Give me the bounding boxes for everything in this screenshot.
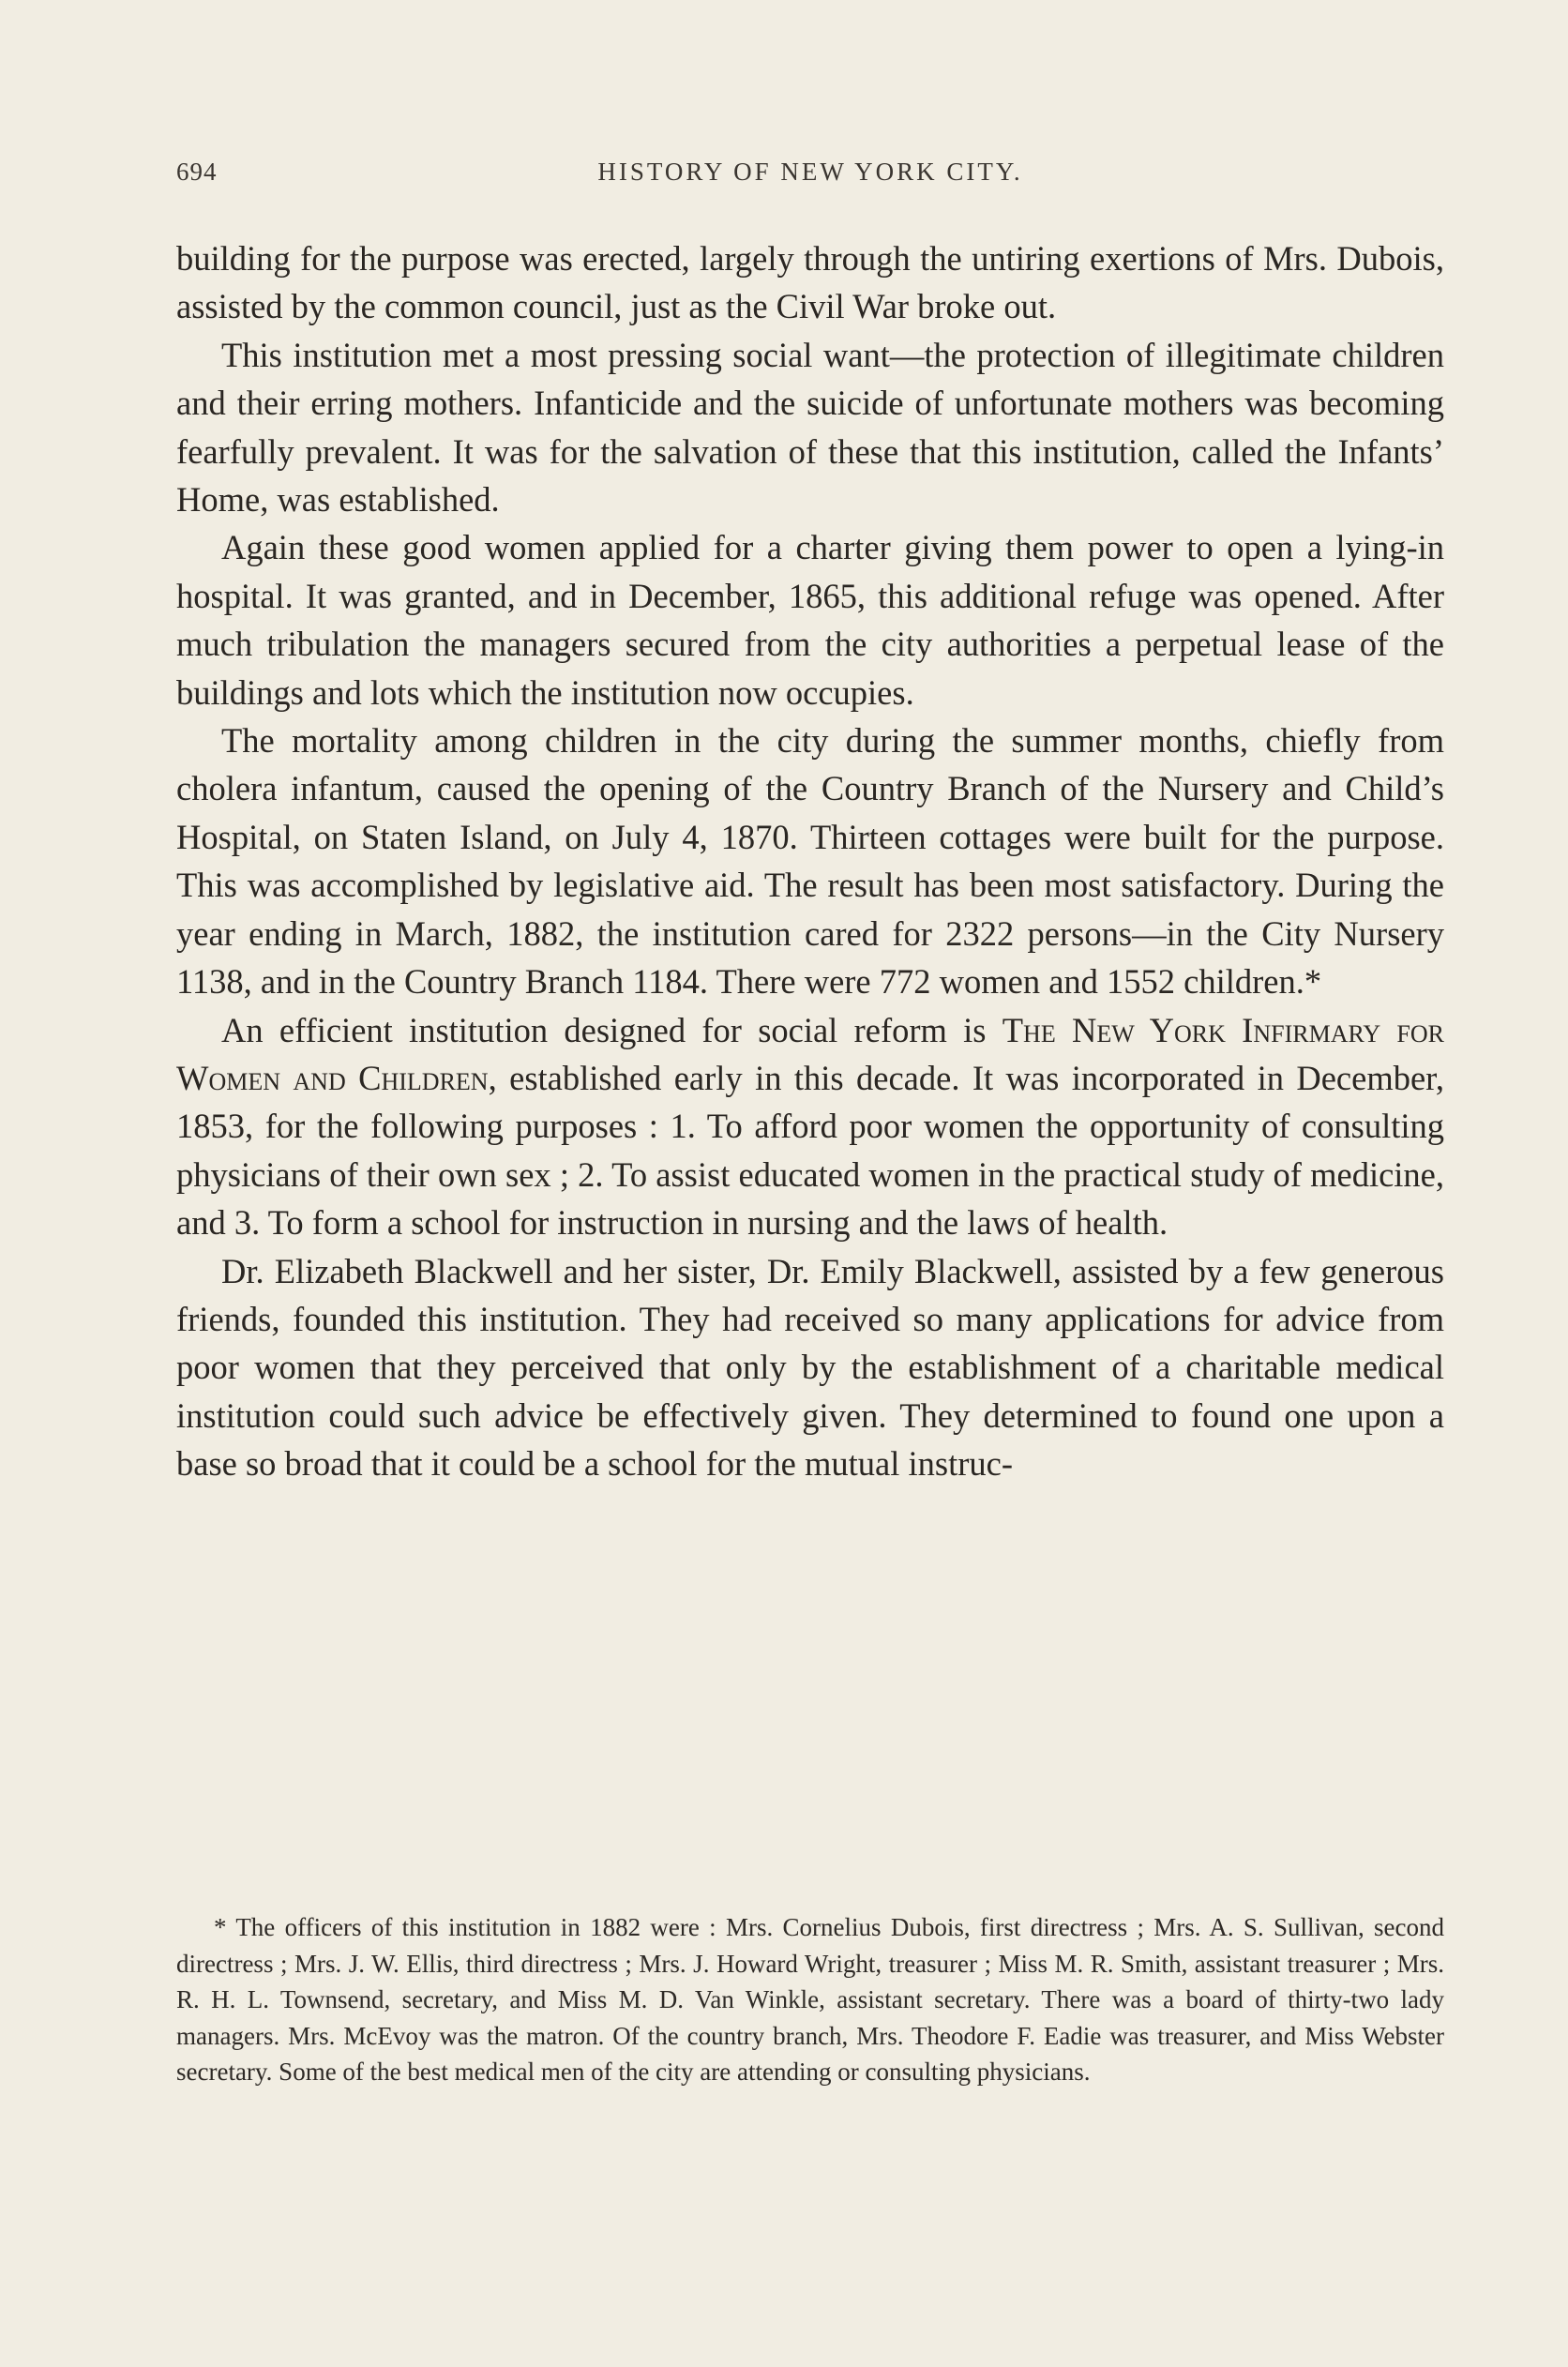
footnote <box>176 1909 1444 2090</box>
body-text <box>176 234 1444 1488</box>
footnote-text: * The officers of this institution in 1882 were : Mrs. Cornelius Dubois, first directress ; Mrs. A. S. Sullivan, second directress ; Mrs. J. W. Ellis, third directress ; Mrs. J. Howard Wright, treasurer ; Miss M. R. Smith, assistant treasurer ; Mrs. R. H. L. Townsend, secretary, and Miss M. D. Van Winkle, assistant secretary. There was a board of thirty-two lady managers. Mrs. McEvoy was the matron. Of the country branch, Mrs. Theodore F. Eadie was treasurer, and Miss Webster secretary. Some of the best medical men of the city are attending or consulting physicians. <box>176 1913 1444 2086</box>
paragraph-5-lead: An efficient institution designed for social reform is <box>221 1010 1003 1049</box>
paragraph-5 <box>176 1006 1444 1247</box>
paragraph-3: Again these good women applied for a charter giving them power to open a lying-in hospital. It was granted, and in December, 1865, this additional refuge was opened. After much tribulation the managers secured from the city authorities a perpetual lease of the buildings and lots which the institution now occupies. <box>176 528 1444 712</box>
running-head <box>176 158 1444 195</box>
paragraph-2: This institution met a most pressing social want—the protection of illegitimate children and their erring mothers. Infanticide and the suicide of unfortunate mothers was becoming fearfully prevalent. It was for the salvation of these that this institution, called the Infants’ Home, was established. <box>176 335 1444 520</box>
institution-name: The New York Infirmary for Women and Children <box>176 1010 1444 1097</box>
page-number: 694 <box>176 158 218 186</box>
paragraph-4: The mortality among children in the city during the summer months, chiefly from cholera infantum, caused the opening of the Country Branch of the Nursery and Child’s Hospital, on Staten Island, on July 4, 1870. Thirteen cottages were built for the purpose. This was accomplished by legislative aid. The result has been most satisfactory. During the year ending in March, 1882, the institution cared for 2322 persons—in the City Nursery 1138, and in the Country Branch 1184. There were 772 women and 1552 children.* <box>176 721 1444 1002</box>
paragraph-6: Dr. Elizabeth Blackwell and her sister, Dr. Emily Blackwell, assisted by a few generous friends, founded this institution. They had received so many applications for advice from poor women that they perceived that only by the establishment of a charitable medical institution could such advice be effectively given. They determined to found one upon a base so broad that it could be a school for the mutual instruc- <box>176 1251 1444 1484</box>
running-title: HISTORY OF NEW YORK CITY. <box>597 158 1023 186</box>
paragraph-5-rest: , established early in this decade. It was incorporated in December, 1853, for the following purposes : 1. To afford poor women the opportunity of consulting physicians of their own sex ; 2. To assist educated women in the practical study of medicine, and 3. To form a school for instruction in nursing and the laws of health. <box>176 1058 1444 1243</box>
paragraph-1: building for the purpose was erected, largely through the untiring exertions of Mrs. Dubois, assisted by the common council, just as the Civil War broke out. <box>176 239 1444 326</box>
